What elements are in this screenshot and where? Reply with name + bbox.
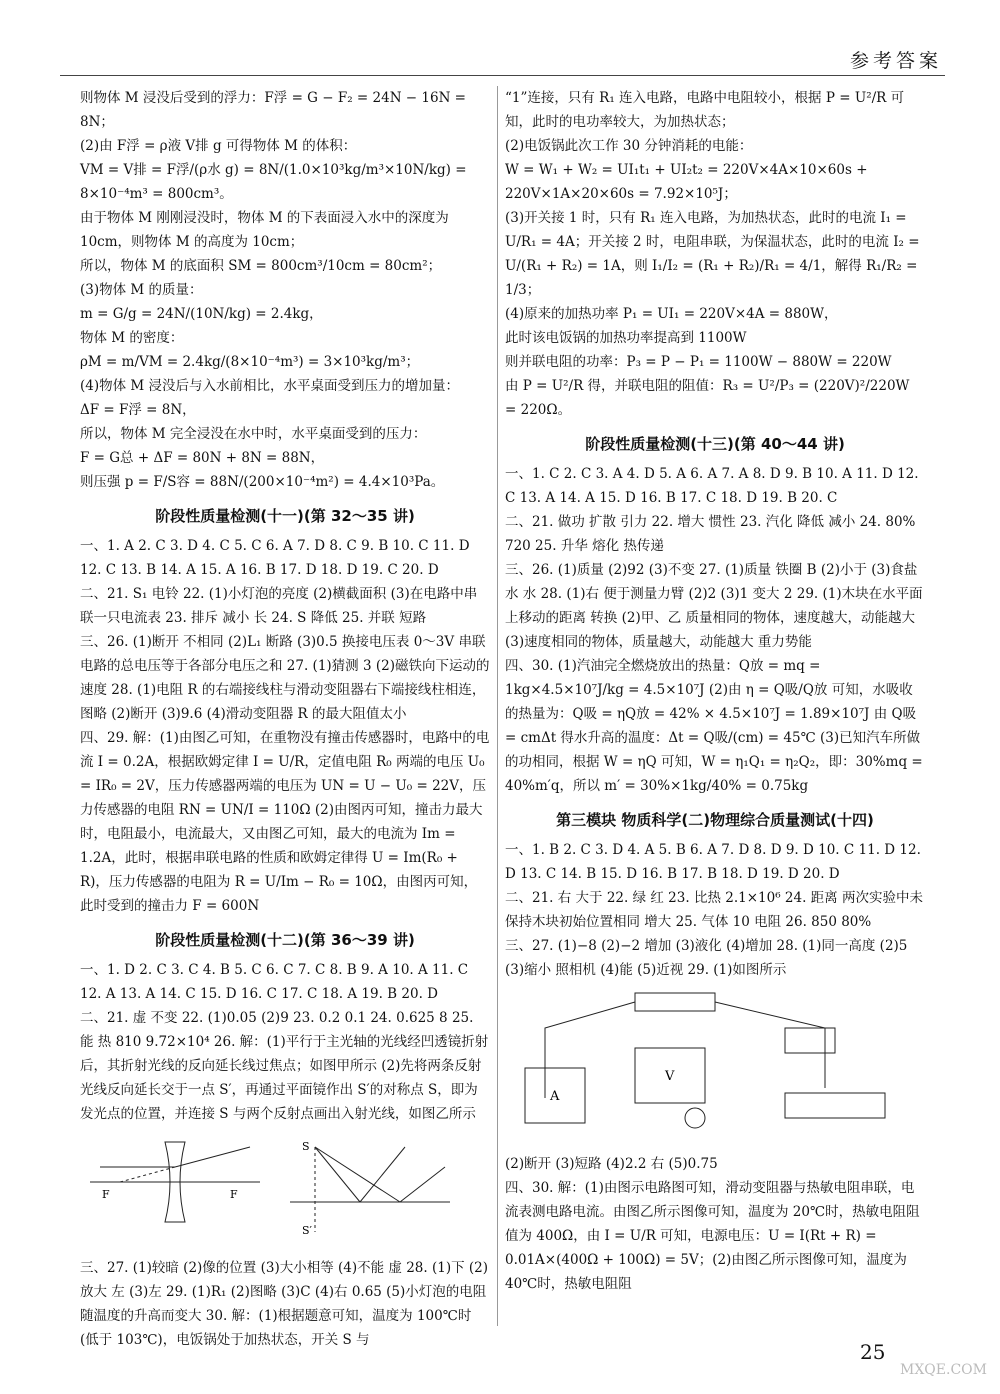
answer-paragraph: 二、21. 虚 不变 22. (1)0.05 (2)9 23. 0.2 0.1 24. 0.625 8 25. 能 热 810 9.72×10⁴ 26. 解：(1)平行于主光轴的光线经凹透镜折射后，其折射光线的反向延长线过焦点；如图甲所示 (2)先将两条反射光线反向延长交于一点 S′，再通过平面镜作出 S′的对称点 S，即为发光点的位置，并连接 S 与两个反射点画出入射光线，如图乙所示 [80, 1010, 489, 1122]
answer-paragraph: (4)原来的加热功率 P₁ = UI₁ = 220V×4A = 880W， [505, 306, 838, 322]
answer-paragraph: 一、1. B 2. C 3. D 4. A 5. B 6. A 7. D 8. D 9. D 10. C 11. D 12. D 13. C 14. B 15. D 16. B 17. B 18. D 19. D 20. D [505, 842, 921, 882]
section-heading: 阶段性质量检测(十一)(第 32～35 讲) [155, 507, 415, 525]
answer-paragraph: (3)物体 M 的质量： [80, 282, 203, 298]
answer-paragraph: 二、21. 右 大于 22. 绿 红 23. 比热 2.1×10⁶ 24. 距离 两次实验中未保持木块初始位置相同 增大 25. 气体 10 电阻 26. 850 80% [505, 890, 923, 930]
answer-paragraph: 由 P = U²/R 得，并联电阻的阻值：R₃ = U²/P₃ = (220V)²/220W = 220Ω。 [505, 378, 910, 418]
svg-text:S: S [302, 1140, 310, 1153]
column-divider [497, 86, 498, 1326]
answer-paragraph: 四、30. 解：(1)由图示电路图可知，滑动变阻器与热敏电阻串联，电流表测电路电流。由图乙所示图像可知，温度为 20℃时，热敏电阻阻值为 400Ω，由 I = U/R 可知，电源电压：U = I(Rt + R) = 0.01A×(400Ω + 100Ω) = 5V；(2)由图乙所示图像可知，温度为 40℃时，热敏电阻阻 [505, 1180, 920, 1292]
answer-paragraph: (2)断开 (3)短路 (4)2.2 右 (5)0.75 [505, 1156, 718, 1172]
right-column [505, 86, 925, 1296]
section-heading: 阶段性质量检测(十二)(第 36～39 讲) [155, 931, 415, 949]
answer-paragraph: 则物体 M 浸没后受到的浮力：F浮 = G − F₂ = 24N − 16N = 8N； [80, 90, 466, 130]
section-heading: 第三模块 物质科学(二)物理综合质量测试(十四) [556, 811, 874, 829]
answer-paragraph: VM = V排 = F浮/(ρ水 g) = 8N/(1.0×10³kg/m³×10N/kg) = 8×10⁻⁴m³ = 800cm³。 [80, 162, 467, 202]
svg-text:S′: S′ [302, 1224, 313, 1237]
left-column [80, 86, 490, 1352]
answer-paragraph: “1”连接，只有 R₁ 连入电路，电路中电阻较小，根据 P = U²/R 可知，此时的电功率较大，为加热状态； [505, 90, 905, 130]
answer-paragraph: (2)由 F浮 = ρ液 V排 g 可得物体 M 的体积： [80, 138, 357, 154]
answer-paragraph: 二、21. S₁ 电铃 22. (1)小灯泡的亮度 (2)横截面积 (3)在电路中串联一只电流表 23. 排斥 减小 长 24. S 降低 25. 并联 短路 [80, 586, 478, 626]
page-number: 25 [860, 1340, 886, 1364]
figure-circuit [505, 988, 925, 1146]
optics-figure [80, 1132, 460, 1242]
answer-paragraph: (3)开关接 1 时，只有 R₁ 连入电路，为加热状态，此时的电流 I₁ = U/R₁ = 4A；开关接 2 时，电阻串联，为保温状态，此时的电流 I₂ = U/(R₁ + R₂) = 1A，则 I₁/I₂ = (R₁ + R₂)/R₁ = 4/1，解得 R₁/R₂ = 1/3； [505, 210, 920, 298]
section-heading: 阶段性质量检测(十三)(第 40～44 讲) [585, 435, 845, 453]
answer-paragraph: 三、26. (1)断开 不相同 (2)L₁ 断路 (3)0.5 换接电压表 0～3V 串联电路的总电压等于各部分电压之和 27. (1)猜测 3 (2)磁铁向下运动的速度 28. (1)电阻 R 的右端接线柱与滑动变阻器右下端接线柱相连，图略 (2)断开 (3)9.6 (4)滑动变阻器 R 的最大阻值太小 [80, 634, 490, 722]
answer-paragraph: 四、29. 解：(1)由图乙可知，在重物没有撞击传感器时，电路中的电流 I = 0.2A，根据欧姆定律 I = U/R，定值电阻 R₀ 两端的电压 U₀ = IR₀ = 2V，压力传感器两端的电压为 UN = U − U₀ = 22V，压力传感器的电阻 RN = UN/I = 110Ω (2)由图丙可知，撞击力最大时，电阻最小，电流最大，又由图乙可知，最大的电流为 Im = 1.2A，此时，根据串联电路的性质和欧姆定律得 U = Im(R₀ + R)，压力传感器的电阻为 R = U/Im − R₀ = 10Ω，由图丙可知，此时受到的撞击力 F = 600N [80, 730, 490, 914]
answer-paragraph: F = G总 + ΔF = 80N + 8N = 88N， [80, 450, 325, 466]
answer-paragraph: 一、1. C 2. C 3. A 4. D 5. A 6. A 7. A 8. D 9. B 10. A 11. D 12. C 13. A 14. A 15. D 16. B 17. C 18. D 19. B 20. C [505, 466, 919, 506]
answer-paragraph: (2)电饭锅此次工作 30 分钟消耗的电能： [505, 138, 753, 154]
figure-optics [80, 1132, 490, 1250]
header-rule [60, 75, 945, 76]
answer-paragraph: 三、27. (1)−8 (2)−2 增加 (3)液化 (4)增加 28. (1)同一高度 (2)5 (3)缩小 照相机 (4)能 (5)近视 29. (1)如图所示 [505, 938, 908, 978]
answer-paragraph: 物体 M 的密度： [80, 330, 184, 346]
answer-paragraph: 所以，物体 M 完全浸没在水中时，水平桌面受到的压力： [80, 426, 427, 442]
answer-paragraph: m = G/g = 24N/(10N/kg) = 2.4kg， [80, 306, 323, 322]
answer-paragraph: (4)物体 M 浸没后与入水前相比，水平桌面受到压力的增加量： [80, 378, 460, 394]
answer-paragraph: 四、30. (1)汽油完全燃烧放出的热量：Q放 = mq = 1kg×4.5×10⁷J/kg = 4.5×10⁷J (2)由 η = Q吸/Q放 可知，水吸收的热量为：Q吸 = ηQ放 = 42% × 4.5×10⁷J = 1.89×10⁷J 由 Q吸 = cmΔt 得水升高的温度：Δt = Q吸/(cm) = 45℃ (3)已知汽车所做的功相同，根据 W = ηQ 可知，W = η₁Q₁ = η₂Q₂，即：30%mq = 40%m′q，所以 m′ = 30%×1kg/40% = 0.75kg [505, 658, 923, 794]
circuit-figure [505, 988, 905, 1138]
header-title: 参考答案 [849, 50, 942, 72]
answer-paragraph: 由于物体 M 刚刚浸没时，物体 M 的下表面浸入水中的深度为 10cm，则物体 M 的高度为 10cm； [80, 210, 449, 250]
answer-paragraph: 二、21. 做功 扩散 引力 22. 增大 惯性 23. 汽化 降低 减小 24. 80% 720 25. 升华 熔化 热传递 [505, 514, 916, 554]
svg-text:F: F [230, 1188, 238, 1201]
answer-paragraph: 所以，物体 M 的底面积 SM = 800cm³/10cm = 80cm²； [80, 258, 442, 274]
answer-paragraph: 三、27. (1)较暗 (2)像的位置 (3)大小相等 (4)不能 虚 28. (1)下 (2)放大 左 (3)左 29. (1)R₁ (2)图略 (3)C (4)右 0.65 (5)小灯泡的电阻随温度的升高而变大 30. 解：(1)根据题意可知，温度为 100℃时(低于 103℃)，电饭锅处于加热状态，开关 S 与 [80, 1260, 489, 1348]
answer-paragraph: ΔF = F浮 = 8N， [80, 402, 196, 418]
answer-paragraph: 则并联电阻的功率：P₃ = P − P₁ = 1100W − 880W = 220W [505, 354, 892, 370]
answer-paragraph: 则压强 p = F/S容 = 88N/(200×10⁻⁴m²) = 4.4×10³Pa。 [80, 474, 445, 490]
svg-text:F: F [102, 1188, 110, 1201]
answer-paragraph: W = W₁ + W₂ = UI₁t₁ + UI₂t₂ = 220V×4A×10×60s + 220V×1A×20×60s = 7.92×10⁵J； [505, 162, 868, 202]
answer-paragraph: 三、26. (1)质量 (2)92 (3)不变 27. (1)质量 铁圈 B (2)小于 (3)食盐水 水 28. (1)右 便于测量力臂 (2)2 (3)1 变大 2 29. (1)木块在水平面上移动的距离 转换 (2)甲、乙 质量相同的物体，速度越大，动能越大 (3)速度相同的物体，质量越大，动能越大 重力势能 [505, 562, 923, 650]
svg-text:V: V [665, 1069, 675, 1084]
answer-paragraph: 一、1. A 2. C 3. D 4. C 5. C 6. A 7. D 8. C 9. B 10. C 11. D 12. C 13. B 14. A 15. A 16. B 17. D 18. D 19. C 20. D [80, 538, 470, 578]
svg-text:A: A [550, 1089, 560, 1104]
watermark: MXQE.COM [900, 1362, 987, 1378]
answer-paragraph: 一、1. D 2. C 3. C 4. B 5. C 6. C 7. C 8. B 9. A 10. A 11. C 12. A 13. A 14. C 15. D 16. C 17. C 18. A 19. B 20. D [80, 962, 469, 1002]
answer-paragraph: ρM = m/VM = 2.4kg/(8×10⁻⁴m³) = 3×10³kg/m³； [80, 354, 420, 370]
answer-paragraph: 此时该电饭锅的加热功率提高到 1100W [505, 330, 747, 346]
